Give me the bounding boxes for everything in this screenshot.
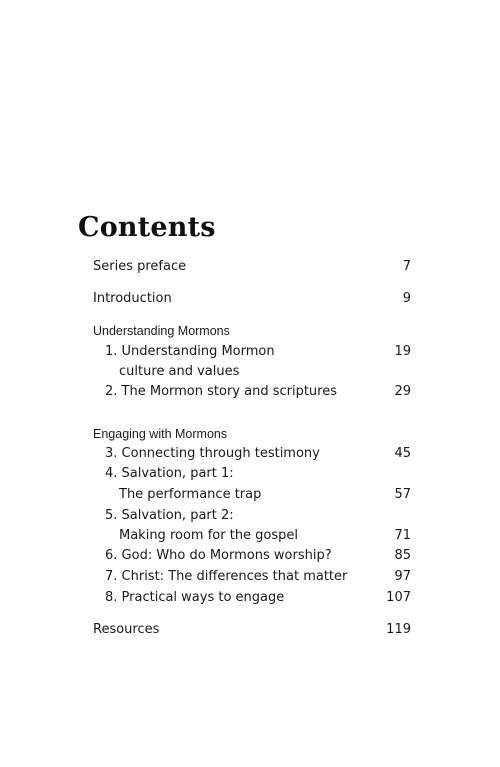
toc-page-number: 85 xyxy=(394,548,411,563)
toc-entry-label: culture and values xyxy=(119,364,240,379)
toc-page-number: 107 xyxy=(386,590,411,605)
toc-entry-label: 6. God: Who do Mormons worship? xyxy=(105,548,332,563)
toc-entry-label: 2. The Mormon story and scriptures xyxy=(105,384,338,399)
toc-entry-label: The performance trap xyxy=(119,487,262,502)
toc-chapter-8 xyxy=(0,588,500,608)
toc-chapter-7 xyxy=(0,567,500,587)
toc-entry-label: 5. Salvation, part 2: xyxy=(105,508,234,523)
toc-chapter-5-continued xyxy=(0,526,500,546)
toc-chapter-1-continued xyxy=(0,362,500,382)
toc-entry-label: 4. Salvation, part 1: xyxy=(105,466,234,481)
toc-entry-label: 3. Connecting through testimony xyxy=(105,446,320,461)
toc-chapter-5 xyxy=(0,506,500,526)
toc-entry-label: Making room for the gospel xyxy=(119,528,299,543)
toc-chapter-2 xyxy=(0,382,500,402)
toc-entry-label: Series preface xyxy=(93,259,187,274)
toc-entry-resources xyxy=(0,620,500,640)
toc-page-number: 29 xyxy=(394,384,411,399)
toc-page-number: 45 xyxy=(394,446,411,461)
toc-page-number: 97 xyxy=(394,569,411,584)
toc-page-number: 71 xyxy=(394,528,411,543)
toc-section-heading: Engaging with Mormons xyxy=(93,427,228,441)
toc-entry-label: Introduction xyxy=(93,291,172,306)
toc-entry-label: 1. Understanding Mormon xyxy=(105,344,275,359)
toc-chapter-3 xyxy=(0,444,500,464)
toc-chapter-6 xyxy=(0,546,500,566)
toc-entry-label: 7. Christ: The differences that matter xyxy=(105,569,348,584)
toc-entry-label: Resources xyxy=(93,622,160,637)
toc-page-number: 57 xyxy=(394,487,411,502)
toc-entry-introduction xyxy=(0,289,500,309)
toc-section-heading: Understanding Mormons xyxy=(93,324,230,338)
toc-chapter-1 xyxy=(0,342,500,362)
toc-entry-series-preface xyxy=(0,257,500,277)
toc-chapter-4-continued xyxy=(0,485,500,505)
page-title: Contents xyxy=(78,212,216,243)
toc-page-number: 119 xyxy=(386,622,411,637)
toc-page-number: 7 xyxy=(402,259,411,274)
toc-page-number: 19 xyxy=(394,344,411,359)
toc-page-number: 9 xyxy=(402,291,411,306)
toc-chapter-4 xyxy=(0,464,500,484)
toc-entry-label: 8. Practical ways to engage xyxy=(105,590,285,605)
